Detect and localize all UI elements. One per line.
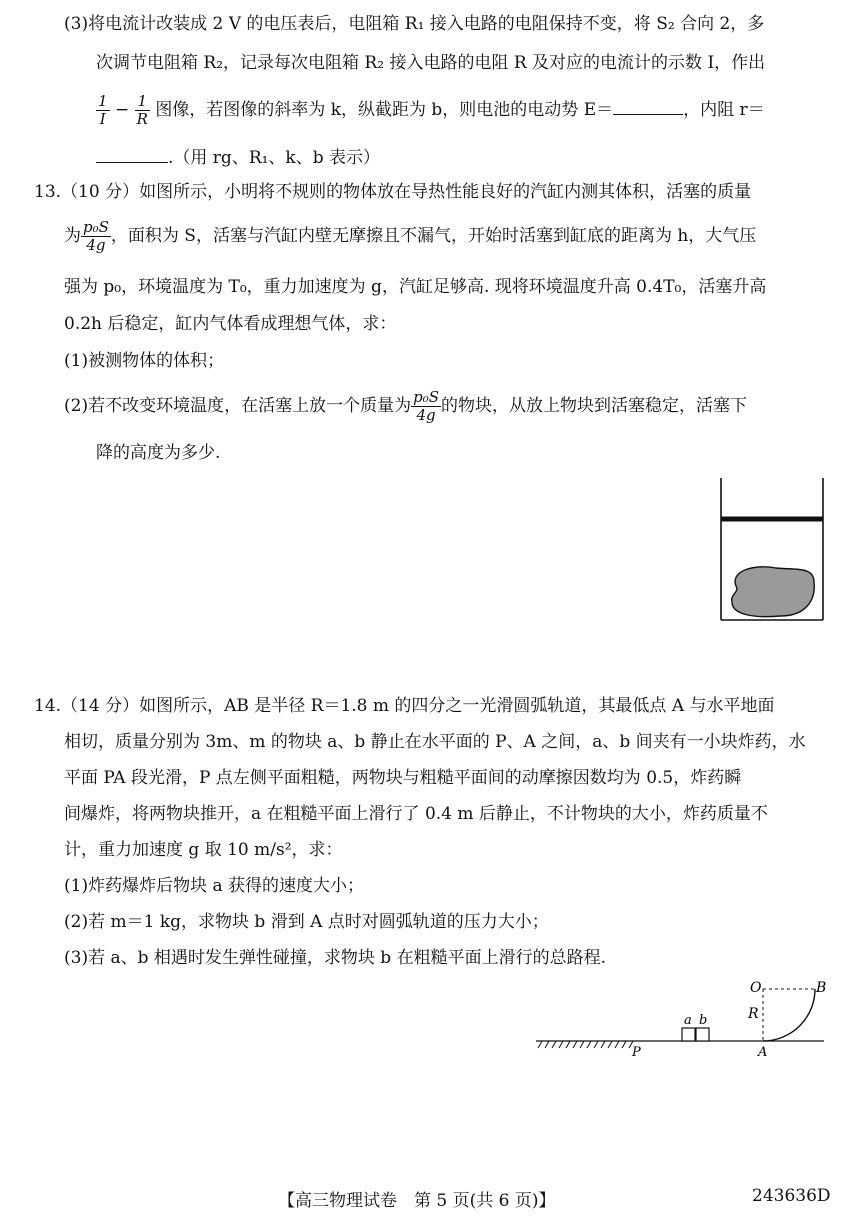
arc-track-ab	[763, 989, 815, 1041]
answer-blank-r	[96, 146, 168, 163]
q13-sub2: (2)若不改变环境温度，在活塞上放一个质量为 $\frac{\text{p₀S}}{4g}$ 的物块，从放上物块到活塞稳定，活塞下	[64, 388, 747, 424]
q12-3-line4-text: .（用 rg、R₁、k、b 表示）	[168, 148, 381, 168]
label-b: B	[816, 980, 827, 996]
label-p: P	[632, 1045, 641, 1060]
track-figure	[532, 980, 828, 1062]
label-r: R	[748, 1006, 759, 1022]
q12-3-line2: 次调节电阻箱 R₂，记录每次电阻箱 R₂ 接入电路的电阻 R 及对应的电流计的示数 I，作出	[96, 53, 766, 73]
q12-3-line3	[96, 90, 765, 130]
label-o: O	[750, 980, 762, 996]
label-block-b: b	[699, 1013, 708, 1028]
q12-3-line1: (3)将电流计改装成 2 V 的电压表后，电阻箱 R₁ 接入电路的电阻保持不变，将 S₂ 合向 2，多	[64, 14, 765, 34]
piston-mass-fraction: $\frac{\text{p₀S}}{4g}$	[83, 218, 109, 254]
q14-sub1: (1)炸药爆炸后物块 a 获得的速度大小；	[64, 876, 365, 896]
q12-3-line3-tail: ，内阻 r＝	[683, 100, 765, 120]
minus-sign: −	[114, 100, 130, 120]
label-block-a: a	[684, 1013, 692, 1028]
q14-line4: 间爆炸，将两物块推开，a 在粗糙平面上滑行了 0.4 m 后静止，不计物块的大小，炸药质量不	[64, 804, 768, 824]
block-a	[682, 1028, 695, 1041]
answer-blank-e	[613, 98, 683, 115]
q13-sub2-line2: 降的高度为多少.	[96, 443, 221, 463]
q14-sub3: (3)若 a、b 相遇时发生弹性碰撞，求物块 b 在粗糙平面上滑行的总路程.	[64, 948, 606, 968]
block-b	[696, 1028, 709, 1041]
irregular-object	[732, 567, 815, 617]
q13-sub1: (1)被测物体的体积；	[64, 351, 225, 371]
q14-sub2: (2)若 m＝1 kg，求物块 b 滑到 A 点时对圆弧轨道的压力大小；	[64, 912, 549, 932]
q13-line4: 0.2h 后稳定，缸内气体看成理想气体，求：	[64, 314, 397, 334]
q14-line1: 14.（14 分）如图所示，AB 是半径 R＝1.8 m 的四分之一光滑圆弧轨道，其最低点 A 与水平地面	[34, 696, 775, 716]
fraction-1-over-i: $\frac{1}{I}$	[98, 92, 108, 128]
q13-line2: 为 $\frac{\text{p₀S}}{4g}$ ，面积为 S，活塞与汽缸内壁无摩擦且不漏气，开始时活塞到缸底的距离为 h，大气压	[64, 218, 757, 254]
q12-3-line3-text: 图像，若图像的斜率为 k，纵截距为 b，则电池的电动势 E＝	[155, 100, 614, 120]
q14-line3: 平面 PA 段光滑，P 点左侧平面粗糙，两物块与粗糙平面间的动摩擦因数均为 0.5，炸药瞬	[64, 768, 742, 788]
rough-ground-hatch	[538, 1041, 633, 1048]
page-footer-title: 【高三物理试卷 第 5 页(共 6 页)】	[278, 1191, 556, 1211]
q13-line3: 强为 p₀，环境温度为 T₀，重力加速度为 g，汽缸足够高. 现将环境温度升高 0.4T₀，活塞升高	[64, 277, 767, 297]
q14-line2: 相切，质量分别为 3m、m 的物块 a、b 静止在水平面的 P、A 之间，a、b 间夹有一小块炸药，水	[64, 732, 806, 752]
paper-code: 243636D	[752, 1186, 831, 1206]
q14-line5: 计，重力加速度 g 取 10 m/s²，求：	[64, 840, 343, 860]
q13-line1: 13.（10 分）如图所示，小明将不规则的物体放在导热性能良好的汽缸内测其体积，活塞的质量	[34, 182, 752, 202]
cylinder-figure	[718, 478, 828, 624]
fraction-1-over-r: $\frac{1}{R}$	[136, 92, 148, 128]
q12-3-line4	[96, 146, 380, 169]
label-a: A	[758, 1045, 768, 1060]
block-mass-fraction: $\frac{\text{p₀S}}{4g}$	[413, 388, 439, 424]
